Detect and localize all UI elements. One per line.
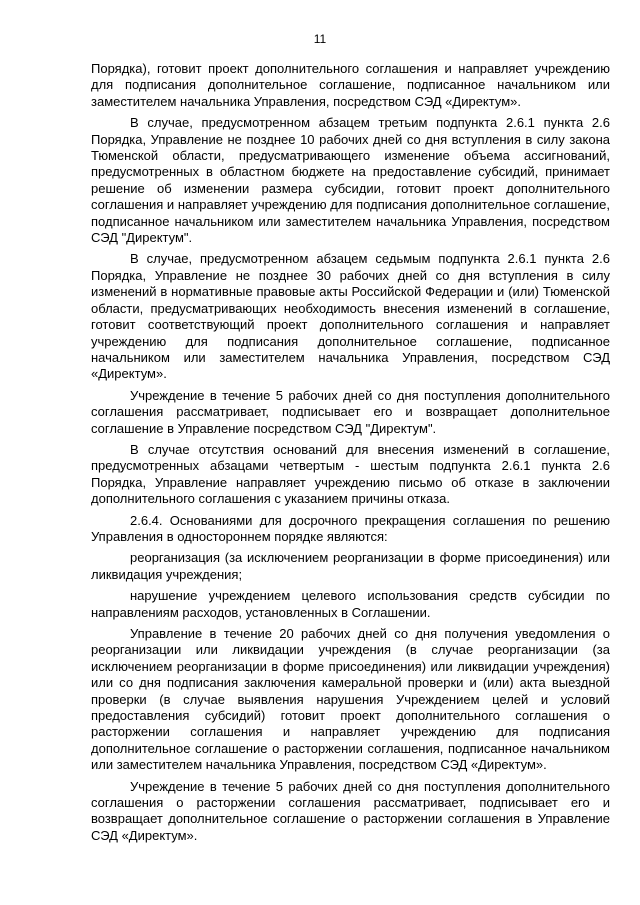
paragraph-institution-review: Учреждение в течение 5 рабочих дней со дня поступления дополнительного соглашения рассматривает, подписывает его и возвращает дополнительное соглашение в Управление посредством СЭД "Директум". [91,387,610,436]
paragraph-continuation: Порядка), готовит проект дополнительного соглашения и направляет учреждению для подписания дополнительное соглашение, подписанное начальником или заместителем начальника Управления, посредством СЭД «Директум». [91,61,610,109]
paragraph-termination-procedure: Управление в течение 20 рабочих дней со дня получения уведомления о реорганизации или ликвидации учреждения (в случае реорганизации (за исключением реорганизации в форме присоединения) или ликвидации учреждения) или со дня подписания заключения камеральной проверки и (или) акта выездной проверки (в случае выявления нарушения Учреждением целей и условий предоставления субсидий) готовит проект дополнительного соглашения о расторжении соглашения и направляет учреждению для подписания дополнительное соглашение о расторжении соглашения, подписанное начальником или заместителем начальника Управления, посредством СЭД «Директум». [91,626,610,773]
paragraph-ground-reorganization: реорганизация (за исключением реорганизации в форме присоединения) или ликвидация учреждения; [91,550,610,582]
paragraph-2-6-4-heading: 2.6.4. Основаниями для досрочного прекращения соглашения по решению Управления в одностороннем порядке являются: [91,512,610,544]
paragraph-refusal: В случае отсутствия оснований для внесения изменений в соглашение, предусмотренных абзацами четвертым - шестым подпункта 2.6.1 пункта 2.6 Порядка, Управление направляет учреждению письмо об отказе в заключении дополнительного соглашения с указанием причины отказа. [91,441,610,507]
page-number: 11 [313,32,327,46]
document-body [91,61,610,849]
paragraph-case-third-paragraph: В случае, предусмотренном абзацем третьим подпункта 2.6.1 пункта 2.6 Порядка, Управление не позднее 10 рабочих дней со дня вступления в силу закона Тюменской области, предусматривающего изменение объема ассигнований, предусмотренных в областном бюджете на предоставление субсидий, принимает решение об изменении размера субсидии, готовит проект дополнительного соглашения и направляет учреждению для подписания дополнительное соглашение, подписанное начальником или заместителем начальника Управления, посредством СЭД "Директум". [91,115,610,246]
paragraph-ground-violation: нарушение учреждением целевого использования средств субсидии по направлениям расходов, установленных в Соглашении. [91,588,610,620]
paragraph-case-seventh-paragraph: В случае, предусмотренном абзацем седьмым подпункта 2.6.1 пункта 2.6 Порядка, Управление не позднее 30 рабочих дней со дня вступления в силу изменений в нормативные правовые акты Российской Федерации и (или) Тюменской области, предусматривающих необходимость внесения изменений в соглашение, готовит соответствующий проект дополнительного соглашения и направляет учреждению для подписания дополнительное соглашение, подписанное начальником или заместителем начальника Управления, посредством СЭД «Директум». [91,251,610,382]
paragraph-termination-review: Учреждение в течение 5 рабочих дней со дня поступления дополнительного соглашения о расторжении соглашения рассматривает, подписывает его и возвращает дополнительное соглашение о расторжении соглашения в Управление СЭД «Директум». [91,778,610,843]
